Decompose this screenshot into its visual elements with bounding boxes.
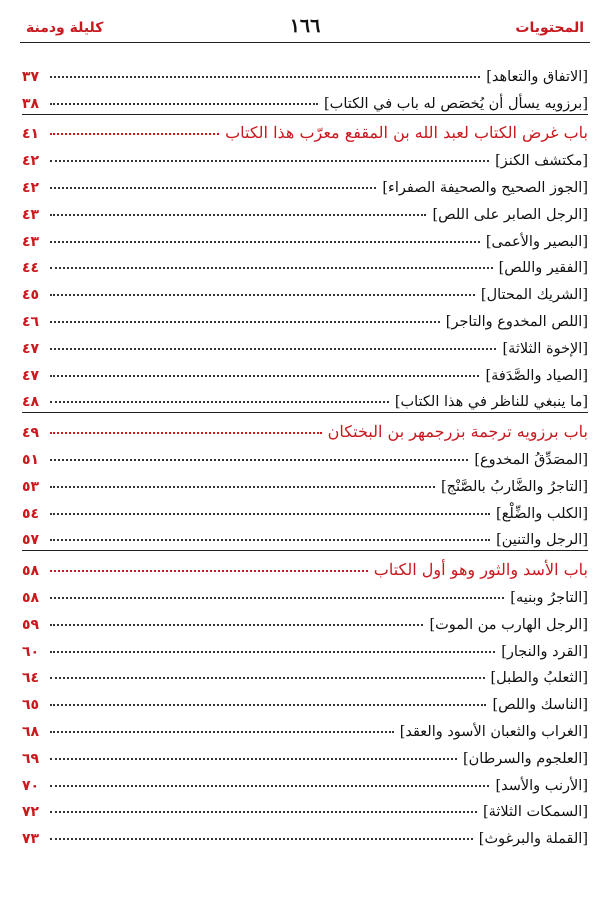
toc-item-row[interactable]: [22, 276, 588, 303]
toc-item-row[interactable]: [22, 794, 588, 821]
item-title: [ما ينبغي للناظر في هذا الكتاب]: [394, 394, 588, 411]
item-title: [الفقير واللص]: [498, 260, 588, 277]
page-ref: ٤٩: [22, 425, 40, 442]
toc-chapter-row[interactable]: [22, 414, 588, 441]
dot-leader: [50, 757, 457, 760]
page-ref: ٤٨: [22, 394, 40, 411]
dot-leader: [50, 347, 496, 350]
dot-leader: [50, 569, 368, 572]
toc-item-row[interactable]: [22, 384, 588, 411]
page-ref: ٦٠: [22, 643, 40, 660]
page-ref: ٧٠: [22, 777, 40, 794]
page-ref: ٤٣: [22, 206, 40, 223]
toc-item-row[interactable]: [22, 223, 588, 250]
chapter-divider: [22, 114, 588, 115]
dot-leader: [50, 485, 435, 488]
toc-chapter-row[interactable]: [22, 552, 588, 579]
chapter-title: باب غرض الكتاب لعبد الله بن المقفع معرّب هذا الكتاب: [225, 123, 588, 143]
dot-leader: [50, 458, 468, 461]
table-of-contents: [22, 58, 588, 847]
toc-item-row[interactable]: [22, 686, 588, 713]
page-ref: ٤٦: [22, 313, 40, 330]
item-title: [الرجل الصابر على اللص]: [432, 206, 588, 223]
page-number: ١٦٦: [289, 15, 321, 37]
page-ref: ٦٨: [22, 723, 40, 740]
toc-item-row[interactable]: [22, 820, 588, 847]
toc-item-row[interactable]: [22, 58, 588, 85]
toc-item-row[interactable]: [22, 250, 588, 277]
page-ref: ٥١: [22, 451, 40, 468]
section-title: المحتويات: [515, 20, 584, 36]
toc-item-row[interactable]: [22, 169, 588, 196]
book-title: كليلة ودمنة: [26, 20, 104, 36]
toc-item-row[interactable]: [22, 495, 588, 522]
dot-leader: [50, 102, 318, 105]
dot-leader: [50, 186, 376, 189]
toc-item-row[interactable]: [22, 579, 588, 606]
page-ref: ٥٩: [22, 616, 40, 633]
item-title: [الثعلبُ والطبل]: [490, 670, 588, 687]
page-ref: ٥٤: [22, 505, 40, 522]
dot-leader: [50, 784, 489, 787]
toc-item-row[interactable]: [22, 85, 588, 112]
page-ref: ٦٤: [22, 670, 40, 687]
page-header: [20, 14, 590, 43]
item-title: [الجوز الصحيح والصحيفة الصفراء]: [382, 179, 588, 196]
dot-leader: [50, 676, 485, 679]
item-title: [التاجرُ وبنيه]: [510, 589, 588, 606]
page-ref: ٧٢: [22, 804, 40, 821]
dot-leader: [50, 837, 473, 840]
page-ref: ٤٤: [22, 260, 40, 277]
toc-item-row[interactable]: [22, 441, 588, 468]
item-title: [السمكات الثلاثة]: [482, 804, 588, 821]
page-ref: ٣٧: [22, 68, 40, 85]
item-title: [الرجل والتنين]: [496, 532, 588, 549]
dot-leader: [50, 512, 490, 515]
dot-leader: [50, 374, 479, 377]
dot-leader: [50, 810, 477, 813]
page-ref: ٤٢: [22, 179, 40, 196]
toc-item-row[interactable]: [22, 196, 588, 223]
page-ref: ٦٥: [22, 697, 40, 714]
item-title: [برزويه يسأل أن يُخصَص له باب في الكتاب]: [324, 95, 588, 112]
item-title: [المصَدِّقُ المخدوع]: [474, 451, 588, 468]
item-title: [الإخوة الثلاثة]: [502, 340, 588, 357]
toc-item-row[interactable]: [22, 142, 588, 169]
dot-leader: [50, 623, 423, 626]
page-ref: ٥٨: [22, 563, 40, 580]
dot-leader: [50, 159, 489, 162]
item-title: [البصير والأعمى]: [485, 233, 588, 250]
toc-item-row[interactable]: [22, 606, 588, 633]
dot-leader: [50, 730, 394, 733]
toc-chapter-row[interactable]: [22, 116, 588, 143]
chapter-title: باب برزويه ترجمة بزرجمهر بن البختكان: [327, 422, 588, 442]
dot-leader: [50, 75, 480, 78]
item-title: [الأرنب والأسد]: [495, 777, 588, 794]
page-ref: ٥٣: [22, 478, 40, 495]
item-title: [الغراب والثعبان الأسود والعقد]: [399, 723, 588, 740]
toc-item-row[interactable]: [22, 740, 588, 767]
toc-item-row[interactable]: [22, 633, 588, 660]
page-ref: ٦٩: [22, 750, 40, 767]
dot-leader: [50, 132, 219, 135]
page-ref: ٤١: [22, 126, 40, 143]
dot-leader: [50, 431, 322, 434]
toc-item-row[interactable]: [22, 660, 588, 687]
item-title: [اللص المخدوع والتاجر]: [445, 313, 588, 330]
item-title: [التاجرُ والضَّاربُ بالصَّنْج]: [440, 478, 588, 495]
toc-item-row[interactable]: [22, 713, 588, 740]
toc-item-row[interactable]: [22, 303, 588, 330]
dot-leader: [50, 538, 490, 541]
toc-item-row[interactable]: [22, 468, 588, 495]
dot-leader: [50, 703, 486, 706]
page-ref: ٤٢: [22, 153, 40, 170]
toc-item-row[interactable]: [22, 330, 588, 357]
dot-leader: [50, 320, 440, 323]
item-title: [العلجوم والسرطان]: [463, 750, 588, 767]
item-title: [القرد والنجار]: [501, 643, 588, 660]
dot-leader: [50, 650, 495, 653]
item-title: [الناسك واللص]: [492, 697, 588, 714]
page-ref: ٤٧: [22, 340, 40, 357]
item-title: [الشريك المحتال]: [480, 287, 588, 304]
page-ref: ٤٥: [22, 287, 40, 304]
page-ref: ٧٣: [22, 831, 40, 848]
chapter-divider: [22, 412, 588, 413]
dot-leader: [50, 266, 493, 269]
page-ref: ٤٧: [22, 367, 40, 384]
dot-leader: [50, 596, 504, 599]
page-ref: ٥٧: [22, 532, 40, 549]
page-ref: ٣٨: [22, 95, 40, 112]
dot-leader: [50, 240, 480, 243]
item-title: [الكلب والضِّلْع]: [496, 505, 588, 522]
dot-leader: [50, 400, 389, 403]
item-title: [الرجل الهارب من الموت]: [429, 616, 588, 633]
dot-leader: [50, 213, 426, 216]
toc-item-row[interactable]: [22, 767, 588, 794]
toc-item-row[interactable]: [22, 522, 588, 549]
item-title: [الصياد والصَّدَفة]: [485, 367, 588, 384]
item-title: [مكتشف الكنز]: [495, 153, 588, 170]
item-title: [الاتفاق والتعاهد]: [486, 68, 588, 85]
item-title: [القملة والبرغوث]: [478, 831, 588, 848]
page-ref: ٤٣: [22, 233, 40, 250]
page-ref: ٥٨: [22, 589, 40, 606]
toc-item-row[interactable]: [22, 357, 588, 384]
dot-leader: [50, 293, 475, 296]
chapter-title: باب الأسد والثور وهو أول الكتاب: [373, 560, 588, 580]
chapter-divider: [22, 550, 588, 551]
